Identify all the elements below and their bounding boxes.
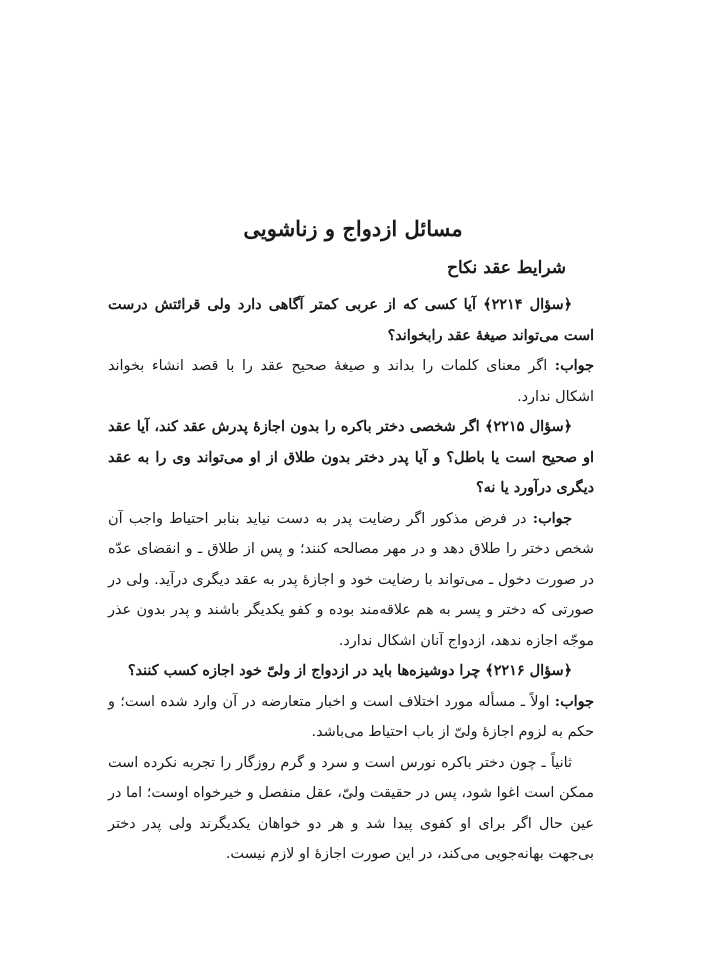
answer-text: ثانیاً ـ چون دختر باکره نورس است و سرد و گرم روزگار را تجربه نکرده است ممکن است اغوا شود، پس در حقیقت ولیّ، عقل منفصل و خیرخواه اوست؛ اما در عین حال اگر برای او کفوی پیدا شد و هر دو خواهان یکدیگرند ولی پدر دختر بی‌جهت بهانه‌جویی می‌کند، در این صورت اجازهٔ او لازم نیست.	[108, 754, 594, 862]
answer-2214	[108, 351, 594, 412]
answer-2216-continued	[108, 748, 594, 870]
question-number: ﴿سؤال ۲۲۱۵﴾	[484, 418, 573, 435]
question-2216	[108, 656, 594, 687]
question-text: اگر شخصی دختر باکره را بدون اجازهٔ پدرش عقد کند، آیا عقد او صحیح است یا باطل؟ و آیا پدر دختر بدون طلاق از او می‌تواند وی را به عقد دیگری درآورد یا نه؟	[108, 418, 594, 496]
answer-text: در فرض مذکور اگر رضایت پدر به دست نیاید بنابر احتیاط واجب آن شخص دختر را طلاق دهد و در مهر مصالحه کنند؛ و پس از طلاق ـ و انقضای عدّه در صورت دخول ـ می‌تواند با رضایت خود و اجازهٔ پدر به عقد دیگری درآید. ولی در صورتی که دختر و پسر به هم علاقه‌مند بوده و کفو یکدیگر باشند و پدر بدون عذر موجّه اجازه ندهد، ازدواج آنان اشکال ندارد.	[108, 510, 594, 649]
answer-label: جواب:	[554, 692, 594, 710]
answer-2216	[108, 687, 594, 748]
question-text: چرا دوشیزه‌ها باید در ازدواج از ولیّ خود اجازه کسب کنند؟	[127, 662, 481, 679]
question-2215	[108, 412, 594, 504]
section-title: شرایط عقد نکاح	[447, 258, 566, 278]
answer-label: جواب:	[532, 509, 572, 527]
body-text	[108, 290, 594, 870]
chapter-title: مسائل ازدواج و زناشویی	[243, 216, 463, 241]
question-number: ﴿سؤال ۲۲۱۴﴾	[483, 296, 573, 313]
answer-2215	[108, 504, 594, 657]
answer-label: جواب:	[554, 357, 594, 374]
question-text: آیا کسی که از عربی کمتر آگاهی دارد ولی قرائتش درست است می‌تواند صیغهٔ عقد رابخواند؟	[108, 296, 594, 344]
question-number: ﴿سؤال ۲۲۱۶﴾	[485, 662, 572, 679]
answer-text: اگر معنای کلمات را بداند و صیغهٔ صحیح عقد را با قصد انشاء بخواند اشکال ندارد.	[108, 358, 594, 405]
answer-text: اولاً ـ مسأله مورد اختلاف است و اخبار متعارضه در آن وارد شده است؛ و حکم به لزوم اجازهٔ ولیّ از باب احتیاط می‌باشد.	[108, 693, 594, 740]
question-2214	[108, 290, 594, 351]
